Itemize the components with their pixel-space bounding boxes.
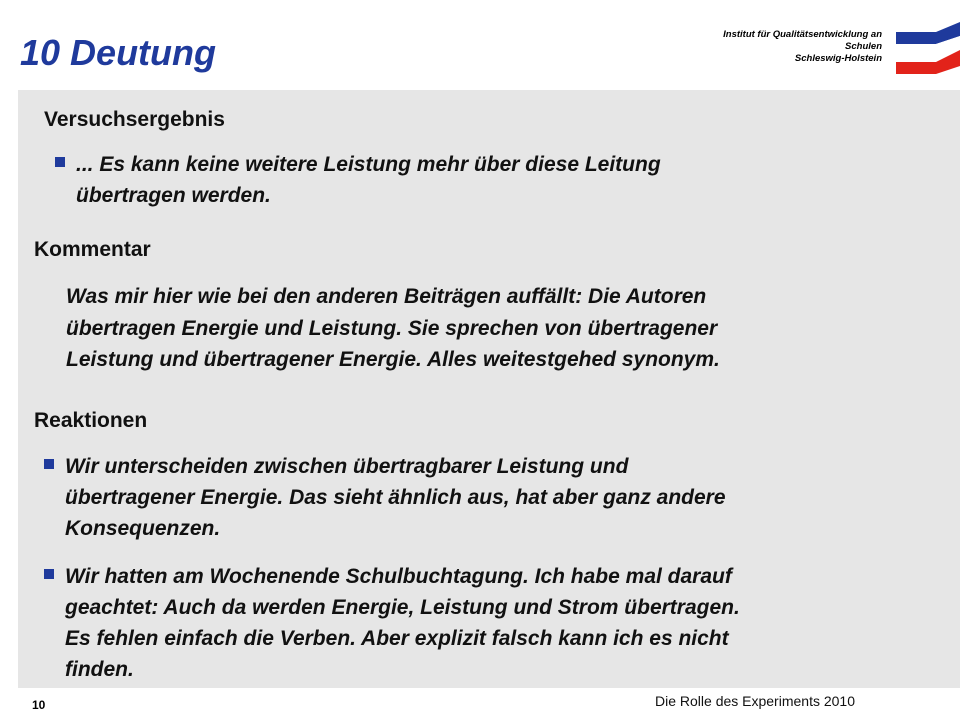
bullet-square-icon <box>44 459 54 469</box>
bullet-line: finden. <box>65 658 134 681</box>
reactions-heading: Reaktionen <box>34 409 148 432</box>
comment-line: Leistung und übertragener Energie. Alles weitestgehed synonym. <box>66 348 720 371</box>
bullet-line: Es fehlen einfach die Verben. Aber explizit falsch kann ich es nicht <box>65 627 729 650</box>
comment-text <box>66 281 926 376</box>
bullet-line: geachtet: Auch da werden Energie, Leistung und Strom übertragen. <box>65 596 740 619</box>
bullet-line: übertragener Energie. Das sieht ähnlich aus, hat aber ganz andere <box>65 486 726 509</box>
result-heading: Versuchsergebnis <box>44 108 225 131</box>
comment-line: übertragen Energie und Leistung. Sie sprechen von übertragener <box>66 316 718 340</box>
bullet-square-icon <box>55 157 65 167</box>
bullet-line: Konsequenzen. <box>65 517 221 540</box>
institute-line: Institut für Qualitätsentwicklung an <box>723 29 882 40</box>
bullet-line: Wir hatten am Wochenende Schulbuchtagung. Ich habe mal darauf <box>65 565 732 588</box>
institute-name <box>723 29 882 65</box>
reaction-bullet <box>44 561 740 685</box>
bullet-line: übertragen werden. <box>76 184 271 207</box>
comment-heading: Kommentar <box>34 238 151 261</box>
bullet-line: ... Es kann keine weitere Leistung mehr über diese Leitung <box>76 153 661 176</box>
institute-line: Schleswig-Holstein <box>794 53 882 64</box>
bullet-square-icon <box>44 569 54 579</box>
result-bullet <box>55 149 661 211</box>
comment-line: Was mir hier wie bei den anderen Beiträgen auffällt: Die Autoren <box>66 285 707 308</box>
reaction-bullet <box>44 451 726 544</box>
bullet-line: Wir unterscheiden zwischen übertragbarer Leistung und <box>65 455 629 478</box>
institute-line: Schulen <box>845 41 882 52</box>
footer-caption: Die Rolle des Experiments 2010 <box>655 693 855 709</box>
slide-title: 10 Deutung <box>20 32 217 73</box>
institute-flag-logo <box>896 22 960 76</box>
page-number: 10 <box>32 698 46 712</box>
